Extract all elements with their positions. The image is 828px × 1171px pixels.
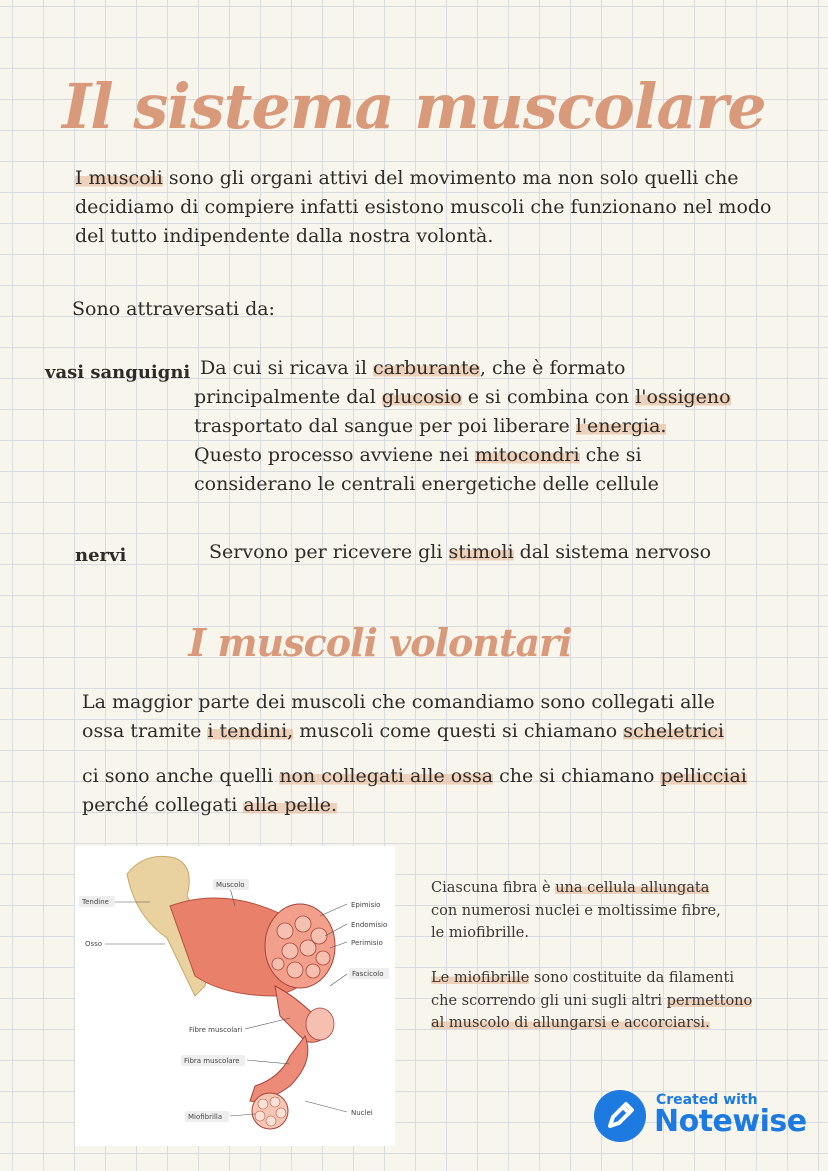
- label-fibre-muscolari: Fibre muscolari: [189, 1026, 243, 1034]
- text: con numerosi nuclei e moltissime fibre,: [431, 902, 721, 919]
- label-fascicolo: Fascicolo: [352, 970, 384, 978]
- text: principalmente dal: [194, 386, 382, 408]
- highlight: stimoli: [448, 541, 514, 563]
- label-endomisio: Endomisio: [351, 921, 388, 929]
- text: le miofibrille.: [431, 925, 529, 941]
- text: sono costituite da filamenti: [529, 970, 734, 986]
- text: trasportato dal sangue per poi liberare: [194, 415, 576, 437]
- highlight: al muscolo di allungarsi e accorciarsi.: [431, 1015, 710, 1031]
- highlight: l'energia.: [575, 415, 667, 437]
- muscle-diagram: [75, 846, 395, 1146]
- highlight: scheletrici: [623, 720, 724, 742]
- label-muscolo: Muscolo: [216, 881, 245, 889]
- miofibrille-paragraph: [431, 967, 791, 1035]
- text: , che è formato: [479, 357, 626, 379]
- text: considerano le centrali energetiche delle cellule: [194, 473, 659, 495]
- text: Servono per ricevere gli: [209, 541, 449, 563]
- text: dal sistema nervoso: [513, 541, 712, 563]
- badge-brand: Notewise: [654, 1104, 807, 1139]
- highlight: carburante: [372, 357, 480, 379]
- highlight: I muscoli: [75, 167, 163, 189]
- highlight: permettono: [666, 992, 753, 1009]
- notewise-badge[interactable]: [594, 1090, 809, 1145]
- fibra-paragraph: [431, 877, 771, 945]
- muscle-anatomy-figure: [75, 846, 395, 1146]
- text: che scorrendo gli uni sugli altri: [431, 992, 667, 1009]
- text: perché collegati: [82, 794, 244, 816]
- vasi-label: vasi sanguigni: [45, 362, 191, 383]
- fascicle-section: [306, 1008, 334, 1040]
- intro-text: sono gli organi attivi del movimento ma non solo quelli che: [162, 167, 739, 189]
- vasi-paragraph: [194, 354, 754, 499]
- label-miofibrilla: Miofibrilla: [188, 1113, 223, 1121]
- label-epimisio: Epimisio: [351, 901, 381, 909]
- label-fibra-muscolare: Fibra muscolare: [184, 1057, 240, 1065]
- text: che si chiamano: [493, 765, 661, 787]
- intro-text: decidiamo di compiere infatti esistono muscoli che funzionano nel modo: [75, 196, 772, 218]
- highlight: una cellula allungata: [555, 880, 710, 896]
- label-perimisio: Perimisio: [351, 939, 383, 947]
- nervi-paragraph: [209, 538, 769, 567]
- text: che si: [579, 444, 642, 466]
- fibre-shape: [250, 1036, 308, 1101]
- volontari-paragraph: [82, 688, 782, 746]
- section-title: I muscoli volontari: [188, 620, 572, 665]
- pencil-icon: [594, 1090, 646, 1142]
- text: ci sono anche quelli: [82, 765, 280, 787]
- badge-created-with: Created with: [656, 1092, 758, 1108]
- highlight: i tendini,: [207, 720, 294, 742]
- page-title: Il sistema muscolare: [62, 70, 766, 143]
- text: Ciascuna fibra è: [431, 880, 556, 896]
- highlight: non collegati alle ossa: [279, 765, 494, 787]
- nervi-label: nervi: [75, 545, 127, 566]
- highlight: Le miofibrille: [431, 970, 530, 986]
- text: muscoli come questi si chiamano: [293, 720, 624, 742]
- label-tendine: Tendine: [82, 898, 109, 906]
- highlight: glucosio: [381, 386, 462, 408]
- text: Da cui si ricava il: [200, 357, 373, 379]
- highlight: l'ossigeno: [635, 386, 731, 408]
- text: Questo processo avviene nei: [194, 444, 475, 466]
- label-nuclei: Nuclei: [351, 1109, 373, 1117]
- highlight: mitocondri: [474, 444, 580, 466]
- label-osso: Osso: [85, 940, 103, 948]
- text: La maggior parte dei muscoli che comandiamo sono collegati alle: [82, 691, 715, 713]
- highlight: alla pelle.: [243, 794, 338, 816]
- text: ossa tramite: [82, 720, 208, 742]
- intro-paragraph: [75, 164, 775, 251]
- text: e si combina con: [461, 386, 636, 408]
- crossed-by-heading: Sono attraversati da:: [72, 298, 275, 320]
- highlight: pellicciai: [660, 765, 747, 787]
- volontari-paragraph-2: [82, 762, 802, 820]
- intro-text: del tutto indipendente dalla nostra volontà.: [75, 225, 494, 247]
